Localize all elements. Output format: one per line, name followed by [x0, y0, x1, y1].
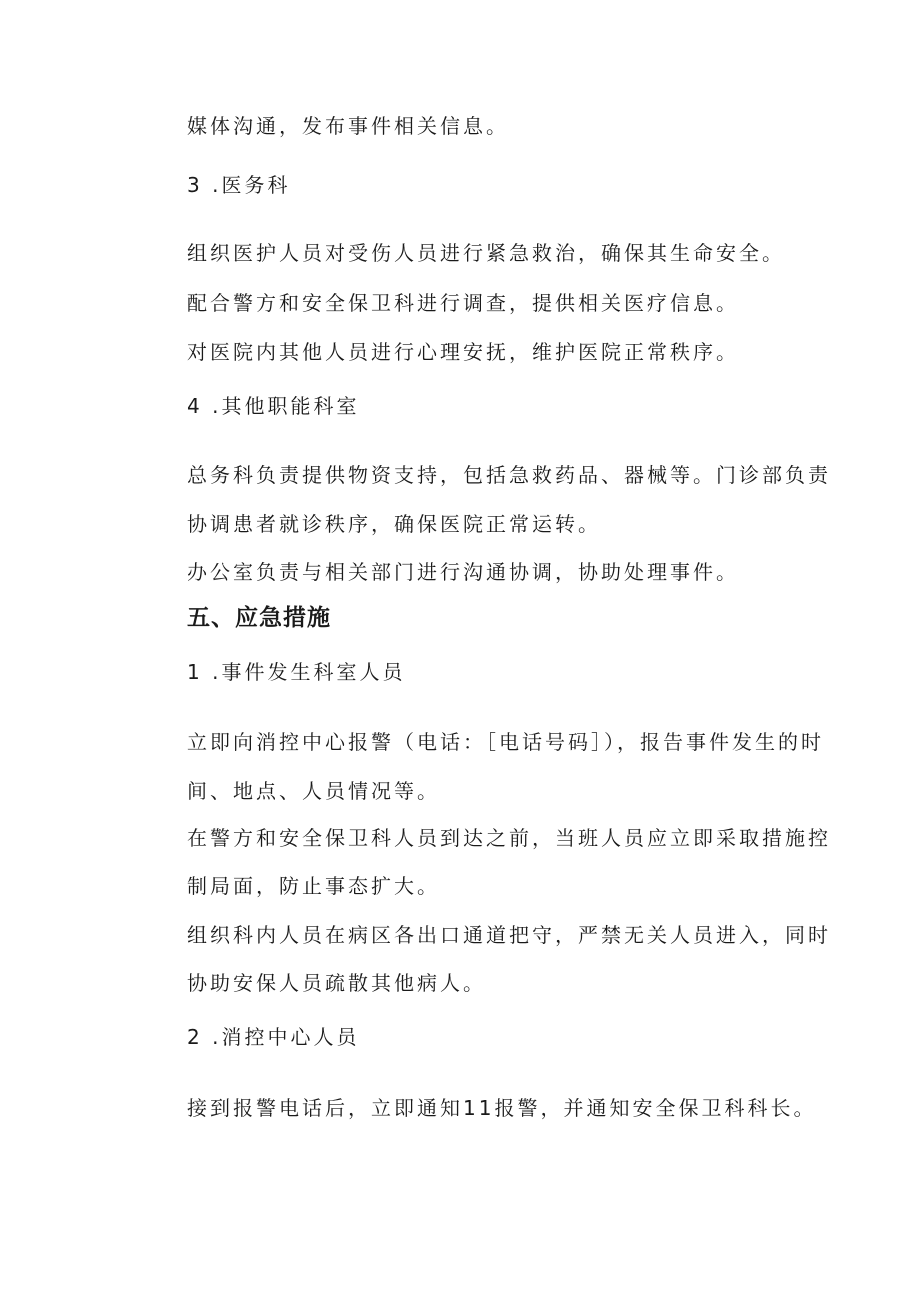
paragraph-line: 制局面，防止事态扩大。: [187, 874, 440, 898]
section-heading: 五、应急措施: [187, 605, 331, 631]
paragraph-line: 在警方和安全保卫科人员到达之前，当班人员应立即采取措施控: [187, 826, 831, 850]
paragraph-line: 间、地点、人员情况等。: [187, 779, 440, 803]
paragraph-line: 办公室负责与相关部门进行沟通协调，协助处理事件。: [187, 560, 739, 584]
paragraph-line: 接到报警电话后，立即通知11报警，并通知安全保卫科科长。: [187, 1096, 817, 1120]
subsection-heading: 3 .医务科: [187, 173, 291, 197]
paragraph-line: 协助安保人员疏散其他病人。: [187, 971, 486, 995]
paragraph-line: 总务科负责提供物资支持，包括急救药品、器械等。门诊部负责: [187, 463, 831, 487]
subsection-heading: 4 .其他职能科室: [187, 394, 360, 418]
paragraph-line: 媒体沟通，发布事件相关信息。: [187, 114, 509, 138]
paragraph-line: 立即向消控中心报警（电话：［电话号码］），报告事件发生的时: [187, 730, 824, 754]
paragraph-line: 对医院内其他人员进行心理安抚，维护医院正常秩序。: [187, 340, 739, 364]
subsection-heading: 1 .事件发生科室人员: [187, 660, 406, 684]
subsection-heading: 2 .消控中心人员: [187, 1025, 360, 1049]
paragraph-line: 配合警方和安全保卫科进行调查，提供相关医疗信息。: [187, 291, 739, 315]
paragraph-line: 组织科内人员在病区各出口通道把守，严禁无关人员进入，同时: [187, 923, 831, 947]
paragraph-line: 协调患者就诊秩序，确保医院正常运转。: [187, 512, 601, 536]
paragraph-line: 组织医护人员对受伤人员进行紧急救治，确保其生命安全。: [187, 241, 785, 265]
